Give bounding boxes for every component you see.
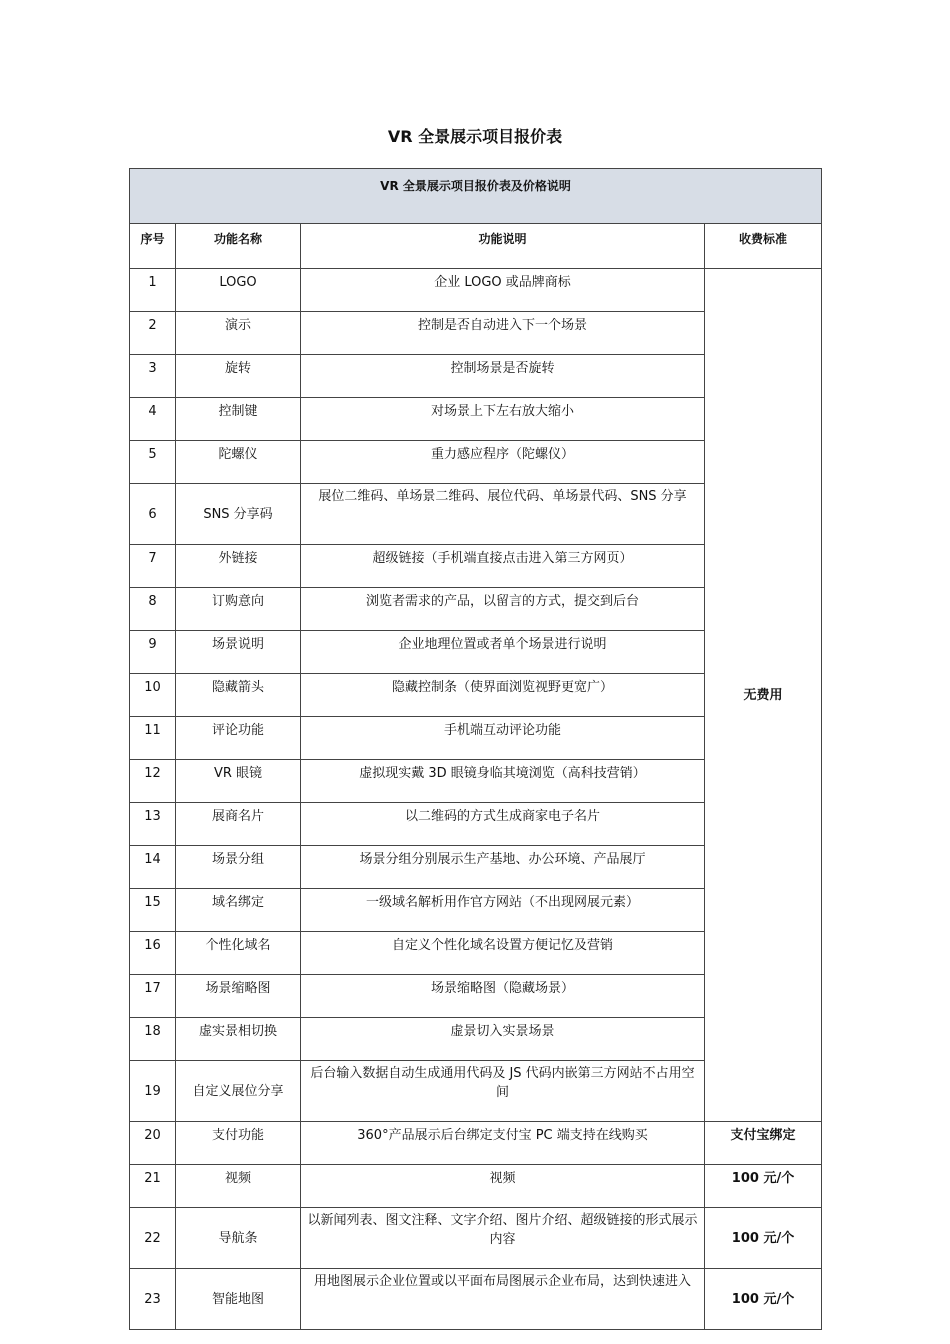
function-description: 控制场景是否旋转 [301, 355, 705, 398]
function-description: 超级链接（手机端直接点击进入第三方网页） [301, 545, 705, 588]
function-description: 展位二维码、单场景二维码、展位代码、单场景代码、SNS 分享 [301, 484, 705, 545]
row-number: 14 [130, 846, 176, 889]
function-name: 自定义展位分享 [176, 1061, 301, 1122]
quote-table [129, 168, 822, 1330]
function-name: 隐藏箭头 [176, 674, 301, 717]
row-number: 9 [130, 631, 176, 674]
function-name: 场景缩略图 [176, 975, 301, 1018]
table-row [130, 1208, 822, 1269]
function-name: 场景分组 [176, 846, 301, 889]
column-header-no: 序号 [130, 224, 176, 269]
table-caption-row [130, 169, 822, 224]
function-description: 一级域名解析用作官方网站（不出现网展元素） [301, 889, 705, 932]
table-header-row [130, 224, 822, 269]
fee-standard: 100 元/个 [705, 1165, 822, 1208]
function-name: 虚实景相切换 [176, 1018, 301, 1061]
row-number: 4 [130, 398, 176, 441]
row-number: 17 [130, 975, 176, 1018]
function-name: 场景说明 [176, 631, 301, 674]
row-number: 3 [130, 355, 176, 398]
column-header-name: 功能名称 [176, 224, 301, 269]
row-number: 10 [130, 674, 176, 717]
fee-standard: 100 元/个 [705, 1208, 822, 1269]
function-description: 浏览者需求的产品，以留言的方式，提交到后台 [301, 588, 705, 631]
function-name: 支付功能 [176, 1122, 301, 1165]
quote-table-body [130, 169, 822, 1330]
function-description: 虚拟现实戴 3D 眼镜身临其境浏览（高科技营销） [301, 760, 705, 803]
function-description: 后台输入数据自动生成通用代码及 JS 代码内嵌第三方网站不占用空间 [301, 1061, 705, 1122]
function-description: 用地图展示企业位置或以平面布局图展示企业布局，达到快速进入 [301, 1269, 705, 1330]
function-name: 视频 [176, 1165, 301, 1208]
function-name: 展商名片 [176, 803, 301, 846]
row-number: 15 [130, 889, 176, 932]
function-description: 以二维码的方式生成商家电子名片 [301, 803, 705, 846]
row-number: 22 [130, 1208, 176, 1269]
fee-standard-free: 无费用 [705, 269, 822, 1122]
function-name: LOGO [176, 269, 301, 312]
row-number: 7 [130, 545, 176, 588]
row-number: 8 [130, 588, 176, 631]
row-number: 20 [130, 1122, 176, 1165]
row-number: 18 [130, 1018, 176, 1061]
table-row [130, 1122, 822, 1165]
function-description: 360°产品展示后台绑定支付宝 PC 端支持在线购买 [301, 1122, 705, 1165]
row-number: 21 [130, 1165, 176, 1208]
function-name: 个性化域名 [176, 932, 301, 975]
function-name: 域名绑定 [176, 889, 301, 932]
function-name: 旋转 [176, 355, 301, 398]
function-description: 对场景上下左右放大缩小 [301, 398, 705, 441]
function-description: 场景分组分别展示生产基地、办公环境、产品展厅 [301, 846, 705, 889]
row-number: 23 [130, 1269, 176, 1330]
fee-standard: 100 元/个 [705, 1269, 822, 1330]
table-row [130, 1269, 822, 1330]
row-number: 16 [130, 932, 176, 975]
function-description: 企业地理位置或者单个场景进行说明 [301, 631, 705, 674]
row-number: 13 [130, 803, 176, 846]
table-row [130, 269, 822, 312]
function-name: 外链接 [176, 545, 301, 588]
function-name: 评论功能 [176, 717, 301, 760]
row-number: 11 [130, 717, 176, 760]
function-name: 订购意向 [176, 588, 301, 631]
row-number: 2 [130, 312, 176, 355]
function-name: 智能地图 [176, 1269, 301, 1330]
function-description: 场景缩略图（隐藏场景） [301, 975, 705, 1018]
function-name: 导航条 [176, 1208, 301, 1269]
row-number: 5 [130, 441, 176, 484]
function-description: 重力感应程序（陀螺仪） [301, 441, 705, 484]
function-name: 陀螺仪 [176, 441, 301, 484]
document-title: VR 全景展示项目报价表 [387, 127, 563, 146]
table-caption: VR 全景展示项目报价表及价格说明 [130, 169, 822, 224]
function-description: 以新闻列表、图文注释、文字介绍、图片介绍、超级链接的形式展示内容 [301, 1208, 705, 1269]
row-number: 1 [130, 269, 176, 312]
row-number: 12 [130, 760, 176, 803]
function-description: 虚景切入实景场景 [301, 1018, 705, 1061]
column-header-desc: 功能说明 [301, 224, 705, 269]
function-name: VR 眼镜 [176, 760, 301, 803]
function-name: 演示 [176, 312, 301, 355]
table-row [130, 1165, 822, 1208]
row-number: 6 [130, 484, 176, 545]
function-name: 控制键 [176, 398, 301, 441]
function-description: 企业 LOGO 或品牌商标 [301, 269, 705, 312]
function-description: 自定义个性化域名设置方便记忆及营销 [301, 932, 705, 975]
column-header-fee: 收费标准 [705, 224, 822, 269]
function-name: SNS 分享码 [176, 484, 301, 545]
function-description: 视频 [301, 1165, 705, 1208]
row-number: 19 [130, 1061, 176, 1122]
function-description: 隐藏控制条（使界面浏览视野更宽广） [301, 674, 705, 717]
function-description: 手机端互动评论功能 [301, 717, 705, 760]
fee-standard: 支付宝绑定 [705, 1122, 822, 1165]
function-description: 控制是否自动进入下一个场景 [301, 312, 705, 355]
